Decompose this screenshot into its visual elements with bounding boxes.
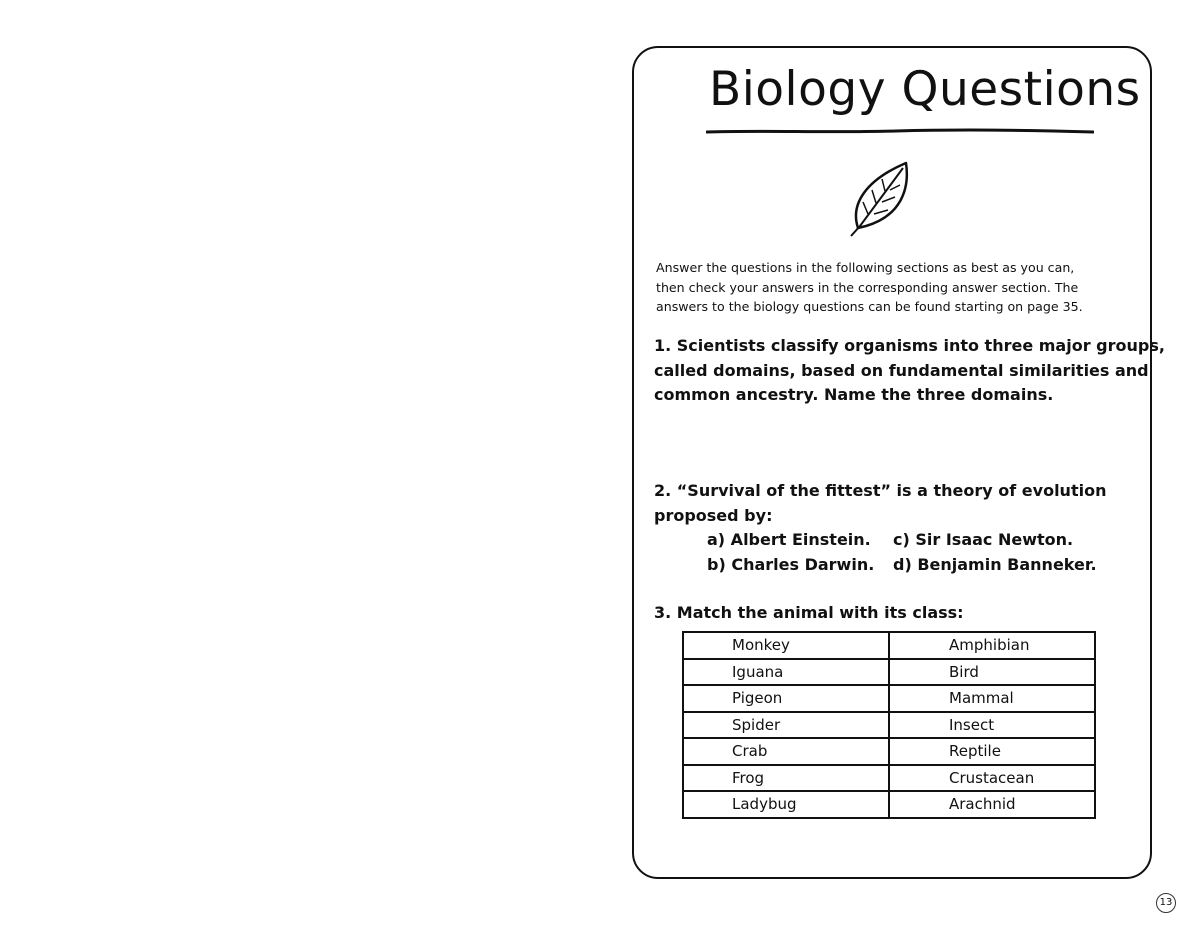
- intro-line: Answer the questions in the following sections as best as you can,: [656, 260, 1075, 275]
- match-table: [682, 631, 1096, 819]
- choice-a: a) Albert Einstein.: [707, 530, 871, 549]
- page-number: 13: [1156, 893, 1176, 913]
- title-underline: [706, 127, 1094, 135]
- question-line: common ancestry. Name the three domains.: [654, 385, 1054, 404]
- class-cell: Crustacean: [889, 765, 1095, 792]
- animal-cell: Frog: [683, 765, 889, 792]
- animal-cell: Monkey: [683, 632, 889, 659]
- question-1: [654, 334, 1165, 408]
- question-line: called domains, based on fundamental similarities and: [654, 360, 1149, 380]
- table-row: [683, 659, 1095, 686]
- table-row: [683, 738, 1095, 765]
- animal-cell: Iguana: [683, 659, 889, 686]
- animal-cell: Spider: [683, 712, 889, 739]
- intro-line: answers to the biology questions can be found starting on page 35.: [656, 299, 1083, 314]
- question-line: proposed by:: [654, 505, 773, 525]
- choice-d: d) Benjamin Banneker.: [893, 554, 1097, 574]
- question-line: 2. “Survival of the fittest” is a theory of evolution: [654, 481, 1107, 500]
- question-2-choices: [707, 528, 1097, 577]
- class-cell: Arachnid: [889, 791, 1095, 818]
- choice-c: c) Sir Isaac Newton.: [893, 530, 1074, 549]
- table-row: [683, 685, 1095, 712]
- page-title: Biology Questions: [709, 62, 1141, 117]
- table-row: [683, 791, 1095, 818]
- choice-b: b) Charles Darwin.: [707, 554, 875, 574]
- class-cell: Amphibian: [889, 632, 1095, 659]
- choice-row: [707, 528, 1097, 553]
- question-2: [654, 479, 1124, 528]
- intro-line: then check your answers in the corresponding answer section. The: [656, 279, 1079, 295]
- animal-cell: Ladybug: [683, 791, 889, 818]
- animal-cell: Pigeon: [683, 685, 889, 712]
- question-3: 3. Match the animal with its class:: [654, 603, 964, 622]
- table-row: [683, 712, 1095, 739]
- animal-cell: Crab: [683, 738, 889, 765]
- class-cell: Reptile: [889, 738, 1095, 765]
- choice-row: [707, 553, 1097, 578]
- table-row: [683, 765, 1095, 792]
- class-cell: Bird: [889, 659, 1095, 686]
- leaf-icon: [848, 160, 912, 238]
- intro-text: [656, 258, 1126, 317]
- class-cell: Insect: [889, 712, 1095, 739]
- class-cell: Mammal: [889, 685, 1095, 712]
- table-row: [683, 632, 1095, 659]
- question-line: 1. Scientists classify organisms into three major groups,: [654, 336, 1165, 355]
